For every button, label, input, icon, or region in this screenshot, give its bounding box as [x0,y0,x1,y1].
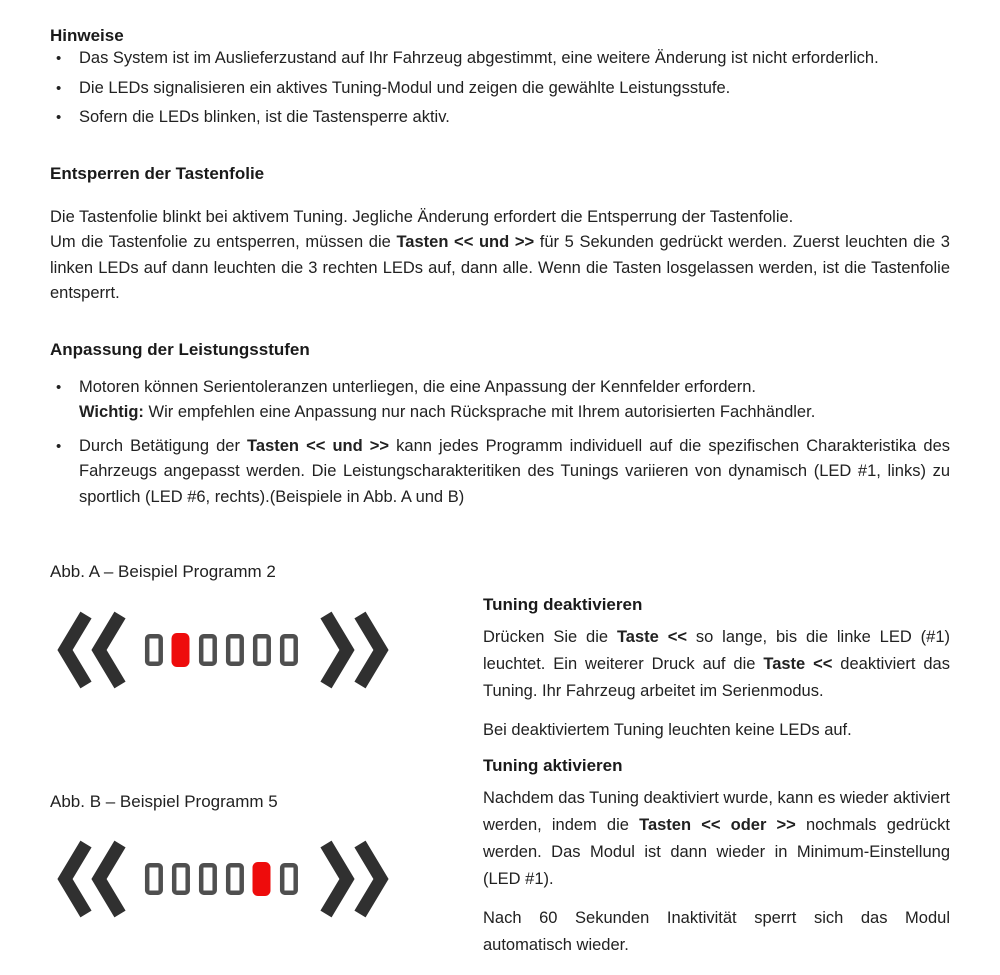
led-indicator-off [147,636,161,664]
bold-text-segment: Tasten << und >> [396,233,535,251]
bold-text-segment: Wichtig: [79,403,144,421]
text-segment: Bei deaktiviertem Tuning leuchten keine LEDs auf. [483,721,852,739]
list-item [50,434,950,511]
right-column [483,595,950,971]
led-display-graphic [56,610,390,690]
chevrons-right-icon [326,615,347,685]
list-item [50,105,950,131]
tuning-deaktivieren-note [483,717,950,744]
tuning-aktivieren-heading: Tuning aktivieren [483,756,623,775]
tuning-deaktivieren-paragraph [483,624,950,705]
led-indicator-on [253,862,271,896]
list-item [50,46,950,72]
bold-text-segment: Tasten << und >> [247,436,390,455]
figure-a-led-display [56,610,390,690]
figure-b-led-display [56,839,390,919]
led-indicator-off [255,636,269,664]
chevrons-right-icon [326,844,347,914]
text-segment: Motoren können Serientoleranzen unterliegen, die eine Anpassung der Kennfelder erfordern. [79,377,756,396]
led-indicator-off [201,865,215,893]
text-segment: Drücken Sie die [483,628,617,646]
main-text-area [50,26,950,514]
text-segment: Die Tastenfolie blinkt bei aktivem Tuning. Jegliche Änderung erfordert die Entsperrung der Tastenfolie. [50,207,794,226]
anpassung-list [50,375,950,511]
text-segment: nochmals gedrückt werden. Das Modul ist dann wieder in Minimum-Einstellung (LED #1). [483,816,950,888]
chevrons-right-icon [360,844,381,914]
chevrons-right-icon [360,615,381,685]
tuning-aktivieren-paragraph [483,785,950,893]
text-segment: Durch Betätigung der [79,436,248,455]
led-indicator-off [282,636,296,664]
led-indicator-off [228,636,242,664]
text-segment: Wir empfehlen eine Anpassung nur nach Rücksprache mit Ihrem autorisierten Fachhändler. [143,403,816,421]
led-indicator-off [147,865,161,893]
entsperren-paragraph [50,205,950,307]
led-indicator-off [228,865,242,893]
anpassung-heading: Anpassung der Leistungsstufen [50,339,310,359]
chevrons-left-icon [65,615,86,685]
text-segment: Sofern die LEDs blinken, ist die Tastensperre aktiv. [79,108,450,126]
led-display-graphic [56,839,390,919]
bold-text-segment: Taste << [616,628,687,646]
text-segment: kann jedes Programm individuell auf die spezifischen Charakteristika des Fahrzeugs angepasst werden. Die Leistungscharakteritiken des Tunings variieren von dynamisch (LED #1, links) zu sportlich (LED #6, rechts).(Beispiele in Abb. A und B) [79,436,950,506]
two-column-area [50,555,950,975]
figure-b-caption: Abb. B – Beispiel Programm 5 [50,792,278,811]
led-indicator-off [174,865,188,893]
text-segment: Nachdem das Tuning deaktiviert wurde, kann es wieder aktiviert werden, indem die [483,789,950,834]
entsperren-heading: Entsperren der Tastenfolie [50,163,265,183]
text-segment: Nach 60 Sekunden Inaktivität sperrt sich das Modul automatisch wieder. [483,909,950,954]
chevrons-left-icon [99,844,120,914]
led-indicator-on [172,633,190,667]
tuning-deaktivieren-heading: Tuning deaktivieren [483,595,643,614]
hinweise-heading: Hinweise [50,26,124,45]
list-item [50,76,950,102]
text-segment: für 5 Sekunden gedrückt werden. Zuerst leuchten die 3 linken LEDs auf dann leuchten die 3 rechten LEDs auf, dann alle. Wenn die Tasten losgelassen werden, ist die Tastenfolie entsperrt. [50,233,950,302]
hinweise-list [50,46,950,131]
led-indicator-off [282,865,296,893]
text-segment: Um die Tastenfolie zu entsperren, müssen die [50,233,397,251]
text-segment: Das System ist im Auslieferzustand auf Ihr Fahrzeug abgestimmt, eine weitere Änderung ist nicht erforderlich. [79,49,879,67]
tuning-aktivieren-note [483,905,950,959]
text-segment: so lange, bis die linke LED (#1) leuchtet. Ein weiterer Druck auf die [483,628,951,673]
chevrons-left-icon [65,844,86,914]
chevrons-left-icon [99,615,120,685]
list-item [50,375,950,426]
text-segment: deaktiviert das Tuning. Ihr Fahrzeug arbeitet im Serienmodus. [483,655,950,700]
bold-text-segment: Taste << [763,655,833,673]
bold-text-segment: Tasten << oder >> [639,816,796,834]
led-indicator-off [201,636,215,664]
figure-a-caption: Abb. A – Beispiel Programm 2 [50,562,276,581]
text-segment: Die LEDs signalisieren ein aktives Tuning-Modul und zeigen die gewählte Leistungsstufe. [79,78,731,97]
